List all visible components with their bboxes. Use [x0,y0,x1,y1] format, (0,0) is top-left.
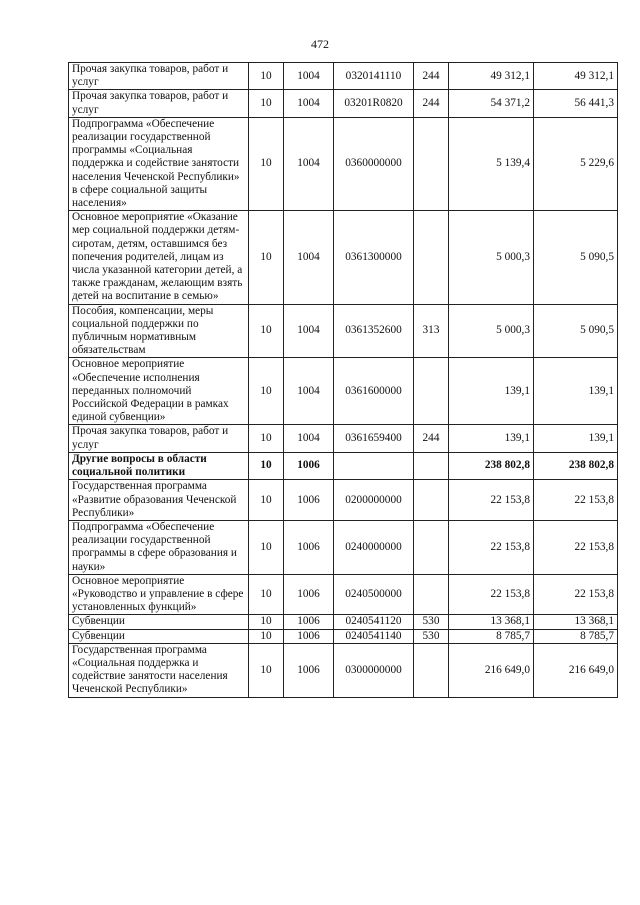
cell-subsection: 1004 [284,358,334,425]
cell-amount-year2: 22 153,8 [534,480,618,521]
cell-expense-type [414,117,449,210]
cell-target-article: 0300000000 [334,643,414,697]
cell-expense-type [414,480,449,521]
cell-expense-type [414,211,449,304]
cell-expense-type: 244 [414,63,449,90]
row-name: Подпрограмма «Обеспечение реализации государственной программы «Социальная поддержка и содействие занятости населения Чеченской Республики» в сфере социальной защиты населения» [69,117,249,210]
cell-target-article: 0361600000 [334,358,414,425]
cell-subsection: 1004 [284,63,334,90]
row-name: Другие вопросы в области социальной политики [69,452,249,479]
cell-amount-year2: 13 368,1 [534,615,618,629]
cell-amount-year1: 8 785,7 [449,629,534,643]
row-name: Государственная программа «Развитие образования Чеченской Республики» [69,480,249,521]
cell-section: 10 [249,63,284,90]
cell-target-article: 0361300000 [334,211,414,304]
table-row [69,63,618,90]
cell-amount-year1: 54 371,2 [449,90,534,117]
cell-section: 10 [249,304,284,358]
cell-section: 10 [249,615,284,629]
cell-target-article: 03201R0820 [334,90,414,117]
cell-target-article: 0361352600 [334,304,414,358]
cell-amount-year1: 49 312,1 [449,63,534,90]
cell-amount-year2: 49 312,1 [534,63,618,90]
cell-amount-year1: 5 000,3 [449,304,534,358]
cell-expense-type [414,643,449,697]
cell-amount-year2: 22 153,8 [534,574,618,615]
cell-expense-type [414,520,449,574]
row-name: Прочая закупка товаров, работ и услуг [69,90,249,117]
row-name: Субвенции [69,615,249,629]
row-name: Подпрограмма «Обеспечение реализации государственной программы в сфере образования и науки» [69,520,249,574]
cell-amount-year2: 139,1 [534,425,618,452]
cell-target-article: 0360000000 [334,117,414,210]
cell-subsection: 1006 [284,643,334,697]
table-row [69,117,618,210]
cell-amount-year1: 22 153,8 [449,520,534,574]
cell-section: 10 [249,643,284,697]
cell-expense-type: 313 [414,304,449,358]
cell-subsection: 1004 [284,117,334,210]
cell-amount-year1: 139,1 [449,358,534,425]
cell-amount-year2: 5 090,5 [534,211,618,304]
cell-section: 10 [249,90,284,117]
cell-section: 10 [249,520,284,574]
table-row [69,629,618,643]
cell-target-article: 0320141110 [334,63,414,90]
cell-section: 10 [249,629,284,643]
cell-section: 10 [249,452,284,479]
table-row [69,480,618,521]
cell-amount-year1: 13 368,1 [449,615,534,629]
cell-target-article: 0240541140 [334,629,414,643]
table-row [69,425,618,452]
cell-subsection: 1006 [284,452,334,479]
cell-target-article [334,452,414,479]
budget-table [68,62,618,698]
cell-amount-year2: 216 649,0 [534,643,618,697]
cell-section: 10 [249,211,284,304]
cell-target-article: 0240000000 [334,520,414,574]
cell-amount-year2: 5 090,5 [534,304,618,358]
cell-section: 10 [249,425,284,452]
cell-expense-type [414,574,449,615]
row-name: Основное мероприятие «Руководство и управление в сфере установленных функций» [69,574,249,615]
row-name: Прочая закупка товаров, работ и услуг [69,63,249,90]
cell-section: 10 [249,480,284,521]
cell-amount-year1: 216 649,0 [449,643,534,697]
cell-target-article: 0240541120 [334,615,414,629]
cell-expense-type [414,358,449,425]
cell-expense-type: 530 [414,615,449,629]
cell-subsection: 1004 [284,304,334,358]
cell-amount-year2: 8 785,7 [534,629,618,643]
row-name: Пособия, компенсации, меры социальной поддержки по публичным нормативным обязательствам [69,304,249,358]
cell-amount-year2: 56 441,3 [534,90,618,117]
cell-target-article: 0200000000 [334,480,414,521]
page-number: 472 [311,37,329,51]
cell-expense-type: 244 [414,425,449,452]
cell-expense-type: 530 [414,629,449,643]
cell-amount-year2: 22 153,8 [534,520,618,574]
cell-amount-year2: 238 802,8 [534,452,618,479]
table-row [69,520,618,574]
cell-amount-year1: 139,1 [449,425,534,452]
cell-subsection: 1006 [284,629,334,643]
table-row [69,452,618,479]
cell-subsection: 1006 [284,615,334,629]
cell-expense-type: 244 [414,90,449,117]
cell-subsection: 1004 [284,211,334,304]
row-name: Государственная программа «Социальная поддержка и содействие занятости населения Чеченской Республики» [69,643,249,697]
cell-section: 10 [249,117,284,210]
cell-amount-year1: 5 000,3 [449,211,534,304]
cell-subsection: 1004 [284,425,334,452]
budget-table-body [69,63,618,698]
cell-amount-year2: 139,1 [534,358,618,425]
table-row [69,211,618,304]
cell-subsection: 1006 [284,574,334,615]
cell-amount-year1: 22 153,8 [449,480,534,521]
row-name: Основное мероприятие «Оказание мер социальной поддержки детям-сиротам, детям, оставшимся без попечения родителей, лицам из числа указанной категории детей, а также гражданам, желающим взять детей на воспитание в семью» [69,211,249,304]
cell-amount-year1: 22 153,8 [449,574,534,615]
cell-section: 10 [249,358,284,425]
row-name: Субвенции [69,629,249,643]
cell-section: 10 [249,574,284,615]
row-name: Прочая закупка товаров, работ и услуг [69,425,249,452]
table-row [69,615,618,629]
cell-subsection: 1006 [284,520,334,574]
table-row [69,358,618,425]
cell-subsection: 1006 [284,480,334,521]
table-row [69,643,618,697]
table-row [69,574,618,615]
cell-expense-type [414,452,449,479]
table-row [69,304,618,358]
row-name: Основное мероприятие «Обеспечение исполнения переданных полномочий Российской Федерации в рамках единой субвенции» [69,358,249,425]
cell-amount-year2: 5 229,6 [534,117,618,210]
cell-subsection: 1004 [284,90,334,117]
cell-target-article: 0240500000 [334,574,414,615]
cell-amount-year1: 5 139,4 [449,117,534,210]
cell-target-article: 0361659400 [334,425,414,452]
table-row [69,90,618,117]
cell-amount-year1: 238 802,8 [449,452,534,479]
